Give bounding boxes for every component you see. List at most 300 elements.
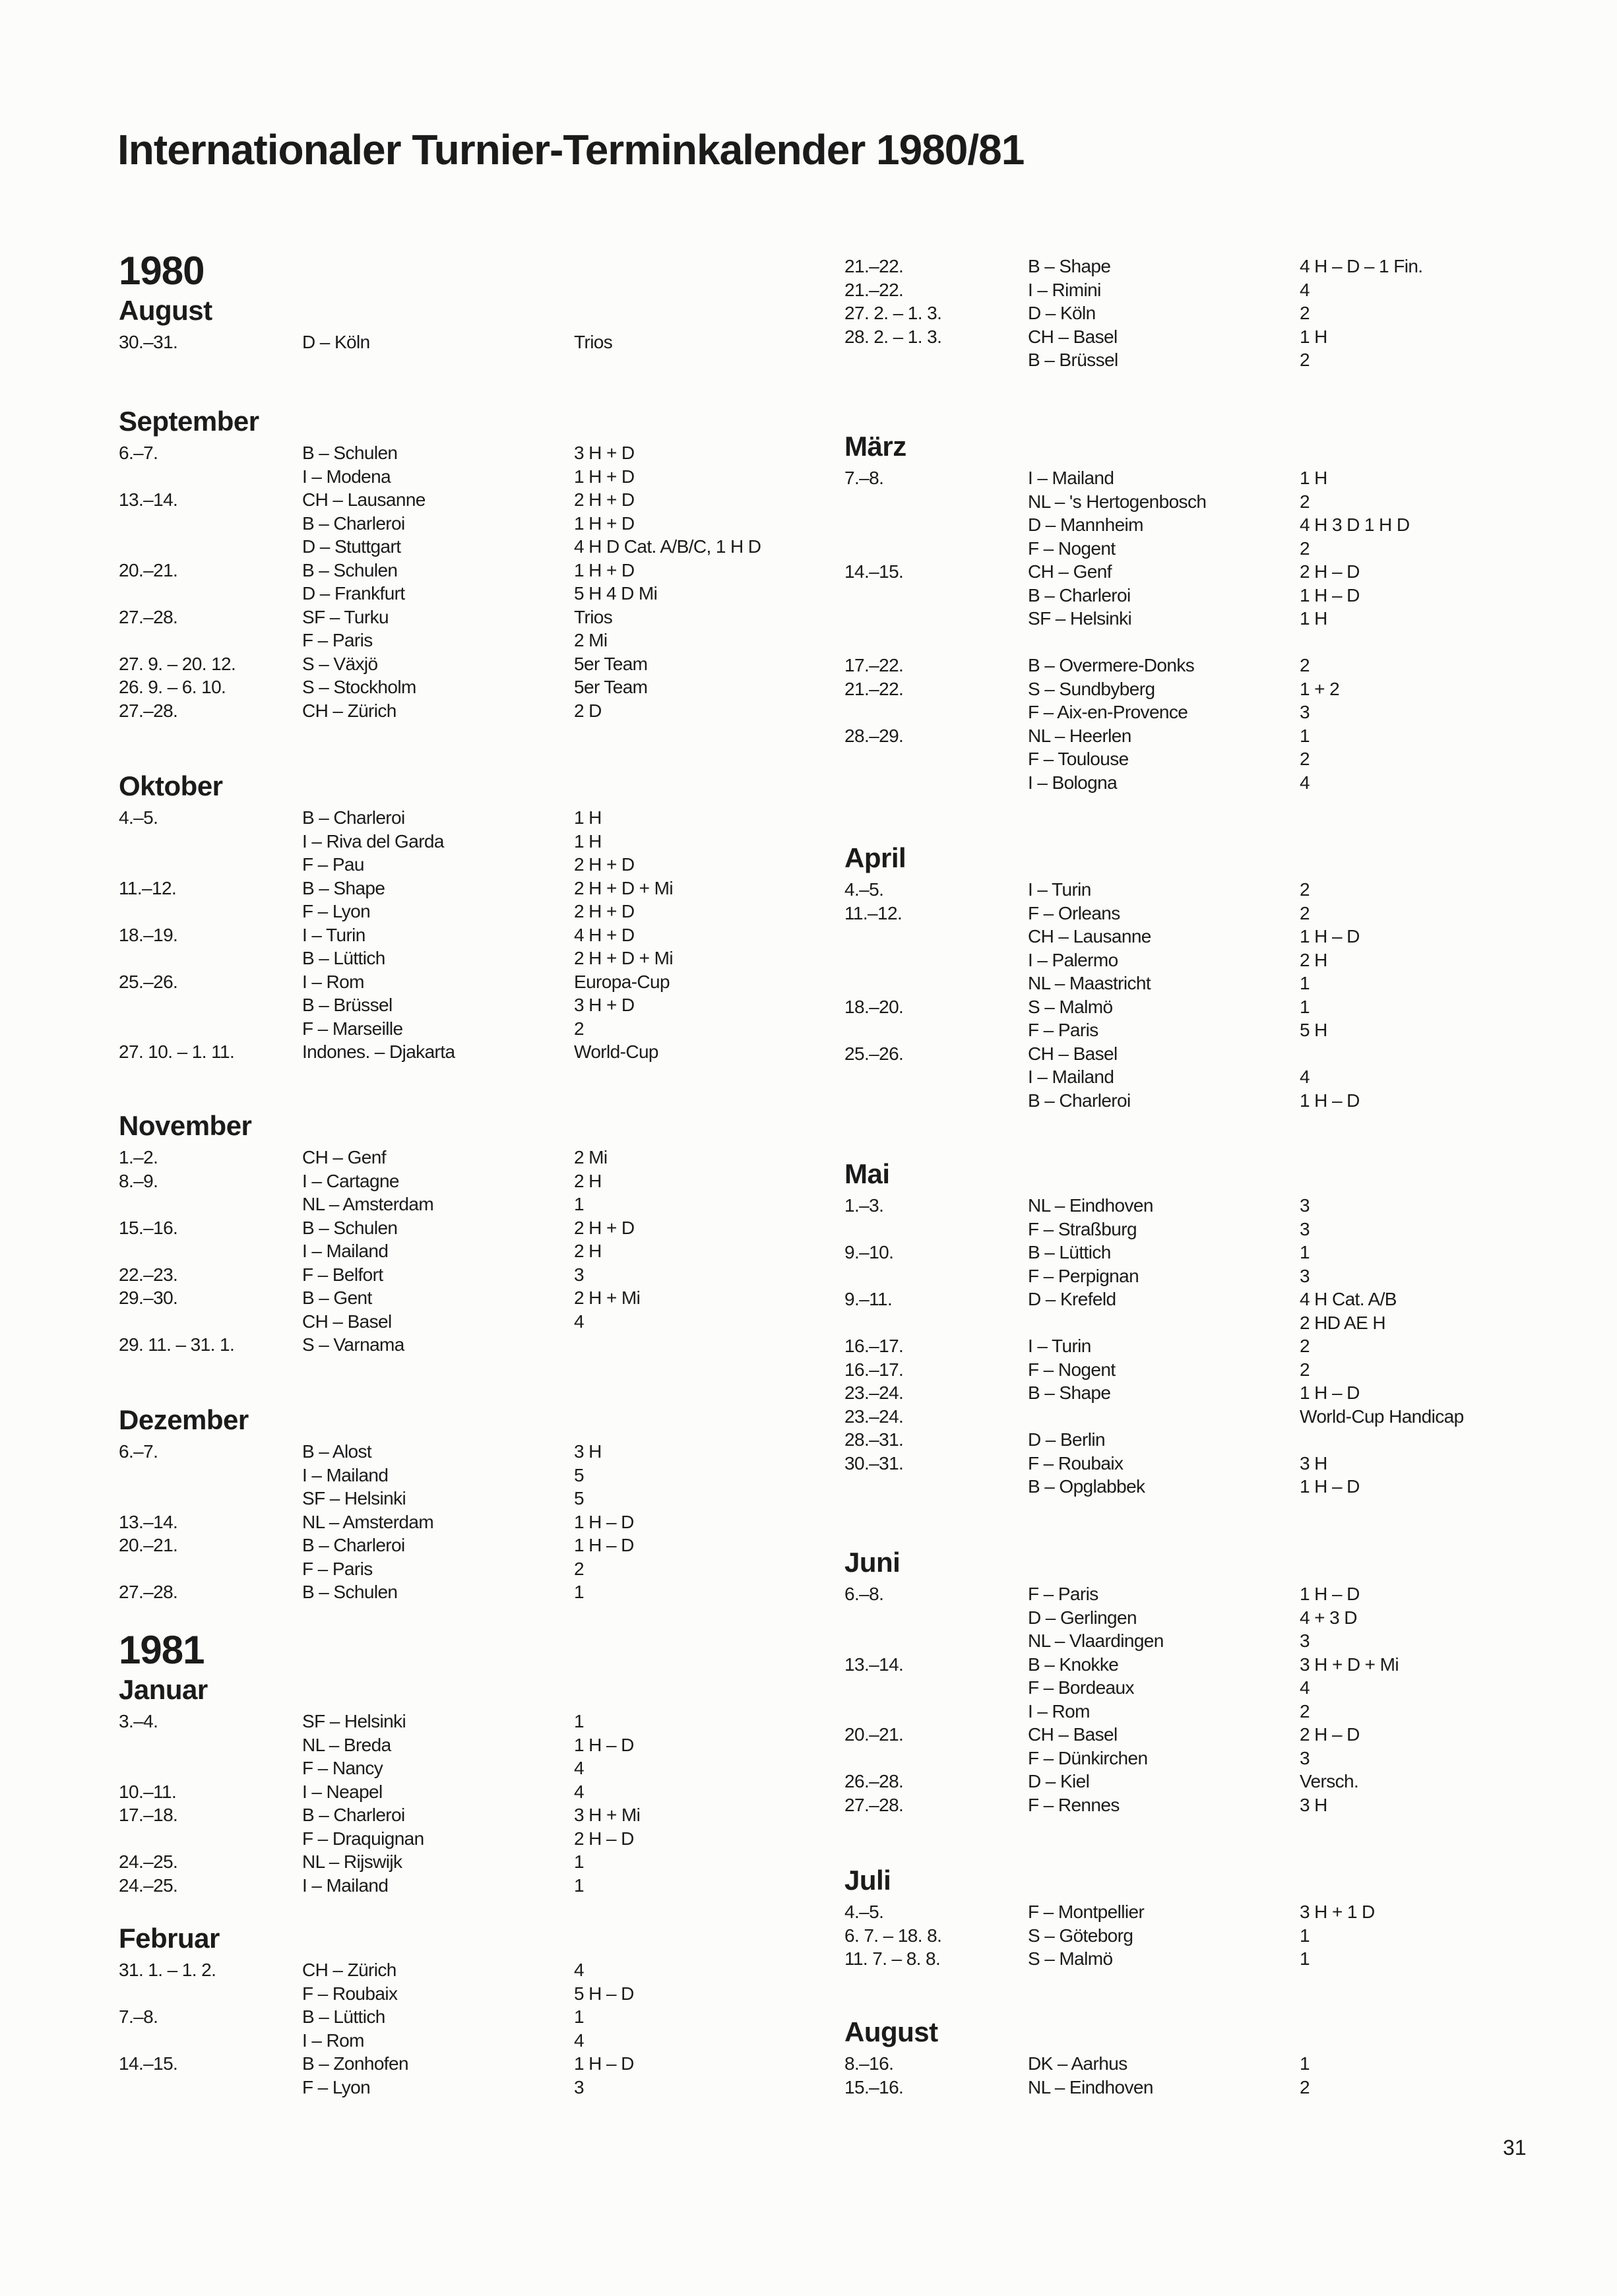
event-category: 1 [1300, 973, 1310, 993]
event-location: I – Bologna [1028, 772, 1118, 793]
table-row [844, 1793, 1537, 1817]
event-location: B – Opglabbek [1028, 1476, 1145, 1497]
event-date: 16.–17. [844, 1336, 904, 1356]
table-row [119, 923, 811, 947]
table-row [119, 582, 811, 605]
event-location: CH – Basel [1028, 1724, 1118, 1745]
event-date: 27.–28. [119, 700, 178, 721]
event-location: B – Alost [302, 1441, 372, 1462]
event-date: 25.–26. [844, 1043, 904, 1064]
event-category: 4 [1300, 1677, 1310, 1698]
event-location: S – Göteborg [1028, 1925, 1133, 1946]
event-location: F – Marseille [302, 1018, 403, 1039]
table-row [119, 1580, 811, 1604]
event-location: DK – Aarhus [1028, 2053, 1127, 2074]
event-date: 3.–4. [119, 1711, 158, 1731]
table-row [119, 1017, 811, 1041]
event-date: 6. 7. – 18. 8. [844, 1925, 942, 1946]
event-category: 2 H – D [1300, 1724, 1360, 1745]
event-location: B – Schulen [302, 559, 398, 580]
event-date: 21.–22. [844, 256, 904, 276]
table-row [119, 993, 811, 1017]
event-date: 28. 2. – 1. 3. [844, 326, 942, 347]
event-category: 2 [1300, 1359, 1310, 1380]
event-date: 27.–28. [119, 1582, 178, 1602]
table-row [844, 1065, 1537, 1089]
event-category: 2 [1300, 1336, 1310, 1356]
event-category: 1 [1300, 996, 1310, 1017]
event-category: 2 [1300, 655, 1310, 675]
event-category: 3 H [1300, 1794, 1327, 1815]
event-location: I – Rom [1028, 1700, 1090, 1722]
table-row [844, 925, 1537, 948]
event-category: 2 [1300, 879, 1310, 900]
event-date: 4.–5. [119, 807, 158, 828]
event-date: 20.–21. [119, 559, 178, 580]
table-row [119, 535, 811, 559]
event-location: I – Neapel [302, 1781, 383, 1802]
event-date: 25.–26. [119, 971, 178, 992]
event-location: B – Schulen [302, 1582, 398, 1602]
table-row [119, 512, 811, 536]
event-category: 3 [1300, 702, 1310, 722]
month-heading: September [119, 406, 259, 437]
event-category: 2 H + D [574, 854, 635, 875]
event-location: CH – Lausanne [302, 489, 426, 510]
table-row [844, 607, 1537, 631]
table-row [119, 1040, 811, 1064]
table-row [844, 537, 1537, 561]
event-category: 1 H – D [574, 1511, 634, 1532]
table-row [119, 1216, 811, 1240]
table-row [119, 1286, 811, 1310]
table-row [844, 1747, 1537, 1770]
event-category: 5 [574, 1488, 584, 1508]
table-row [844, 348, 1537, 372]
event-date: 9.–10. [844, 1242, 894, 1262]
event-location: SF – Helsinki [1028, 608, 1132, 629]
event-category: 1 H [574, 807, 602, 828]
month-heading: Februar [119, 1923, 220, 1954]
event-location: S – Sundbyberg [1028, 678, 1155, 699]
event-category: 2 H [574, 1241, 602, 1261]
event-location: F – Lyon [302, 901, 371, 921]
month-heading: August [119, 295, 212, 326]
event-location: B – Zonhofen [302, 2053, 408, 2074]
event-location: F – Orleans [1028, 902, 1120, 923]
month-section [119, 766, 811, 1064]
event-date: 1.–2. [119, 1147, 158, 1167]
table-row [844, 1629, 1537, 1653]
event-category: Trios [574, 606, 613, 627]
table-row [844, 1770, 1537, 1793]
table-row [844, 1218, 1537, 1241]
event-category: 2 H + D [574, 901, 635, 921]
event-location: I – Mailand [1028, 468, 1114, 488]
event-location: I – Rimini [1028, 279, 1101, 300]
table-row [844, 654, 1537, 677]
event-category: 4 [1300, 279, 1310, 300]
event-category: 1 [574, 1582, 584, 1602]
table-row [119, 559, 811, 582]
table-row [119, 1756, 811, 1780]
event-location: D – Stuttgart [302, 536, 401, 557]
event-location: F – Nogent [1028, 538, 1116, 559]
table-row [844, 1723, 1537, 1747]
month-section [119, 1106, 811, 1357]
table-row [844, 1381, 1537, 1405]
event-category: 1 H – D [1300, 926, 1360, 946]
event-location: CH – Genf [1028, 561, 1112, 582]
table-row [119, 1827, 811, 1851]
table-row [844, 771, 1537, 795]
table-row [844, 560, 1537, 584]
event-category: 1 [1300, 2053, 1310, 2074]
event-date: 31. 1. – 1. 2. [119, 1960, 216, 1980]
table-row [844, 1311, 1537, 1335]
month-heading: November [119, 1110, 252, 1141]
table-row [844, 1334, 1537, 1358]
table-row [844, 1582, 1537, 1606]
table-row [844, 878, 1537, 902]
month-section [119, 1919, 811, 2099]
event-location: S – Malmö [1028, 996, 1113, 1017]
event-date: 10.–11. [119, 1781, 177, 1802]
event-location: F – Paris [1028, 1584, 1098, 1604]
event-location: I – Turin [1028, 879, 1091, 900]
event-location: F – Lyon [302, 2076, 371, 2097]
table-row [119, 629, 811, 652]
event-category: 2 HD AE H [1300, 1312, 1385, 1333]
month-section [119, 251, 811, 354]
event-category: 4 + 3 D [1300, 1607, 1357, 1628]
event-date: 28.–29. [844, 725, 904, 746]
event-category: 1 + 2 [1300, 678, 1340, 699]
table-row [844, 1241, 1537, 1264]
month-section [119, 1400, 811, 1604]
event-category: 2 H + D + Mi [574, 877, 673, 898]
event-date: 27.–28. [119, 606, 178, 627]
event-date: 27. 2. – 1. 3. [844, 303, 942, 323]
event-category: World-Cup Handicap [1300, 1406, 1464, 1427]
table-row [844, 1405, 1537, 1429]
event-location: F – Rennes [1028, 1794, 1120, 1815]
event-location: SF – Helsinki [302, 1488, 406, 1508]
event-category: 5 H 4 D Mi [574, 583, 658, 604]
month-section [844, 838, 1537, 1112]
table-row [844, 995, 1537, 1019]
event-category: 2 H [1300, 949, 1327, 970]
event-date: 26. 9. – 6. 10. [119, 677, 226, 697]
event-location: Indones. – Djakarta [302, 1041, 455, 1062]
event-location: B – Charleroi [302, 1805, 405, 1825]
event-category: 5 H [1300, 1020, 1327, 1040]
table-row [119, 1534, 811, 1557]
event-date: 18.–20. [844, 996, 904, 1017]
table-row [844, 513, 1537, 537]
event-category: 1 H – D [1300, 1090, 1360, 1111]
table-row [119, 1803, 811, 1827]
table-row [844, 490, 1537, 514]
event-location: B – Schulen [302, 1217, 398, 1238]
table-row [844, 584, 1537, 607]
event-location: B – Charleroi [302, 1535, 405, 1555]
event-location: I – Turin [302, 924, 365, 945]
month-section [844, 1861, 1537, 1971]
event-location: F – Nancy [302, 1758, 383, 1778]
event-category: 3 H + D [574, 995, 635, 1015]
event-location: F – Draquignan [302, 1828, 424, 1849]
month-heading: März [844, 431, 906, 462]
table-row [119, 1193, 811, 1216]
event-date: 20.–21. [844, 1724, 904, 1745]
event-date: 4.–5. [844, 1902, 884, 1922]
event-category: 3 H [574, 1441, 602, 1462]
event-location: S – Malmö [1028, 1948, 1113, 1969]
event-date: 1.–3. [844, 1195, 884, 1216]
month-section [119, 402, 811, 722]
event-category: 3 H + D + Mi [1300, 1654, 1399, 1675]
event-location: B – Lüttich [302, 948, 385, 968]
table-row [119, 1263, 811, 1287]
event-location: F – Montpellier [1028, 1902, 1145, 1922]
event-category: 2 H – D [1300, 561, 1360, 582]
event-location: NL – Rijswijk [302, 1851, 402, 1872]
event-date: 23.–24. [844, 1382, 904, 1403]
table-row [844, 700, 1537, 724]
event-location: I – Mailand [302, 1464, 389, 1485]
table-row [844, 902, 1537, 925]
event-date: 4.–5. [844, 879, 884, 900]
event-category: 2 [1300, 749, 1310, 769]
year-heading: 1980 [119, 249, 205, 293]
event-date: 7.–8. [844, 468, 884, 488]
event-date: 13.–14. [119, 1511, 178, 1532]
event-location: F – Aix-en-Provence [1028, 702, 1188, 722]
event-date: 11.–12. [844, 902, 903, 923]
month-heading: August [844, 2016, 938, 2047]
event-category: 1 H [1300, 468, 1327, 488]
event-date: 6.–7. [119, 1441, 158, 1462]
year-heading: 1981 [119, 1628, 205, 1672]
event-date: 27. 10. – 1. 11. [119, 1041, 235, 1062]
event-location: CH – Genf [302, 1147, 386, 1167]
event-category: 1 H – D [574, 2053, 634, 2074]
event-category: 2 H + D [574, 489, 635, 510]
event-category: 2 [574, 1018, 584, 1039]
event-date: 24.–25. [119, 1851, 178, 1872]
table-row [119, 2076, 811, 2099]
page-title: Internationaler Turnier-Terminkalender 1980/81 [117, 126, 1025, 173]
event-category: 2 H – D [574, 1828, 634, 1849]
event-date: 17.–18. [119, 1805, 178, 1825]
table-row [119, 605, 811, 629]
event-date: 18.–19. [119, 924, 178, 945]
table-row [119, 853, 811, 877]
event-date: 27.–28. [844, 1794, 904, 1815]
event-location: D – Gerlingen [1028, 1607, 1137, 1628]
event-location: NL – Amsterdam [302, 1194, 434, 1214]
month-heading: Juli [844, 1865, 891, 1896]
event-category: 1 H – D [574, 1535, 634, 1555]
event-category: 4 [574, 1311, 584, 1332]
table-row [844, 972, 1537, 995]
event-date: 6.–7. [119, 443, 158, 463]
month-section [844, 427, 1537, 794]
event-category: 3 [574, 2076, 584, 2097]
event-category: 1 [574, 1851, 584, 1872]
table-row [119, 1850, 811, 1874]
table-row [119, 806, 811, 830]
table-row [119, 2029, 811, 2053]
event-location: CH – Basel [1028, 1043, 1118, 1064]
table-row [844, 724, 1537, 748]
event-category: 2 H [574, 1170, 602, 1191]
event-location: CH – Zürich [302, 1960, 396, 1980]
event-category: 2 [1300, 491, 1310, 512]
event-location: NL – Amsterdam [302, 1511, 434, 1532]
event-location: D – Köln [302, 332, 370, 352]
event-category: 4 H Cat. A/B [1300, 1289, 1397, 1309]
month-section [119, 1630, 811, 1897]
table-row [119, 1982, 811, 2006]
event-date: 30.–31. [119, 332, 178, 352]
event-location: NL – Maastricht [1028, 973, 1151, 993]
page-number: 31 [1503, 2136, 1527, 2159]
table-row [844, 1700, 1537, 1723]
table-row [844, 255, 1537, 278]
event-location: B – Charleroi [302, 807, 405, 828]
event-location: I – Cartagne [302, 1170, 399, 1191]
event-category: 2 [1300, 350, 1310, 370]
event-category: 2 [1300, 2076, 1310, 2097]
event-category: 3 [574, 1264, 584, 1285]
event-location: D – Krefeld [1028, 1289, 1116, 1309]
table-row [119, 1169, 811, 1193]
table-row [119, 441, 811, 465]
event-date: 9.–11. [844, 1289, 893, 1309]
table-row [119, 675, 811, 699]
event-category: 2 H + D [574, 1217, 635, 1238]
event-category: 3 H [1300, 1452, 1327, 1474]
table-row [844, 1428, 1537, 1452]
event-category: 1 [1300, 1242, 1310, 1262]
event-date: 13.–14. [119, 489, 178, 510]
event-date: 14.–15. [119, 2053, 178, 2074]
event-category: 4 [574, 1781, 584, 1802]
table-row [844, 1358, 1537, 1382]
event-location: F – Straßburg [1028, 1218, 1137, 1239]
event-location: I – Mailand [302, 1241, 389, 1261]
event-category: Versch. [1300, 1771, 1359, 1791]
event-location: I – Mailand [1028, 1067, 1114, 1087]
table-row [119, 1958, 811, 1982]
event-category: 1 [1300, 1925, 1310, 1946]
table-row [844, 1264, 1537, 1288]
table-row [844, 2076, 1537, 2099]
table-row [119, 1333, 811, 1357]
event-location: F – Belfort [302, 1264, 383, 1285]
table-row [844, 1018, 1537, 1042]
table-row [844, 1475, 1537, 1499]
table-row [119, 1874, 811, 1898]
event-category: 4 [574, 1960, 584, 1980]
event-location: B – Shape [1028, 256, 1111, 276]
event-location: B – Shape [1028, 1382, 1111, 1403]
month-heading: Mai [844, 1158, 890, 1189]
event-location: B – Overmere-Donks [1028, 655, 1195, 675]
event-date: 29. 11. – 31. 1. [119, 1334, 235, 1355]
event-category: 4 H 3 D 1 H D [1300, 514, 1410, 535]
event-category: 5er Team [574, 653, 648, 674]
event-category: 1 [1300, 725, 1310, 746]
event-location: NL – Breda [302, 1734, 391, 1755]
table-row [844, 1947, 1537, 1971]
table-row [119, 2005, 811, 2029]
table-row [844, 2052, 1537, 2076]
event-category: 1 H – D [1300, 584, 1360, 605]
event-location: B – Lüttich [1028, 1242, 1111, 1262]
event-category: 1 H – D [574, 1734, 634, 1755]
event-location: B – Charleroi [1028, 1090, 1131, 1111]
table-row [844, 631, 1537, 654]
table-row [844, 466, 1537, 490]
table-row [119, 1710, 811, 1733]
event-date: 28.–31. [844, 1429, 904, 1450]
event-location: I – Riva del Garda [302, 830, 444, 852]
event-location: I – Mailand [302, 1875, 389, 1896]
event-location: S – Varnama [302, 1334, 404, 1355]
event-location: B – Charleroi [302, 512, 405, 534]
table-row [119, 1487, 811, 1510]
event-category: 1 [574, 1875, 584, 1896]
event-location: S – Stockholm [302, 677, 416, 697]
table-row [119, 699, 811, 723]
event-date: 15.–16. [844, 2076, 904, 2097]
event-category: 1 H + D [574, 559, 635, 580]
event-location: F – Paris [302, 630, 373, 650]
event-location: B – Charleroi [1028, 584, 1131, 605]
event-category: 2 Mi [574, 1147, 608, 1167]
event-date: 24.–25. [119, 1875, 178, 1896]
table-row [844, 1900, 1537, 1924]
table-row [844, 677, 1537, 701]
event-date: 22.–23. [119, 1264, 178, 1285]
event-location: I – Rom [302, 2030, 364, 2051]
event-date: 8.–9. [119, 1170, 158, 1191]
event-category: 3 H + Mi [574, 1805, 641, 1825]
event-category: 1 [1300, 1948, 1310, 1969]
event-location: B – Brüssel [302, 995, 393, 1015]
month-heading: Oktober [119, 770, 223, 801]
event-date: 29.–30. [119, 1288, 178, 1308]
table-row [119, 488, 811, 512]
event-date: 6.–8. [844, 1584, 884, 1604]
event-location: F – Dünkirchen [1028, 1747, 1148, 1768]
table-row [119, 1239, 811, 1263]
event-date: 20.–21. [119, 1535, 178, 1555]
event-category: 3 [1300, 1218, 1310, 1239]
event-category: 1 H [1300, 608, 1327, 629]
month-section [844, 2012, 1537, 2099]
event-location: CH – Basel [1028, 326, 1118, 347]
event-date: 11. 7. – 8. 8. [844, 1948, 941, 1969]
table-row [119, 2052, 811, 2076]
event-location: I – Modena [302, 466, 391, 487]
event-location: NL – Heerlen [1028, 725, 1131, 746]
event-location: F – Paris [1028, 1020, 1098, 1040]
event-category: 4 H + D [574, 924, 635, 945]
